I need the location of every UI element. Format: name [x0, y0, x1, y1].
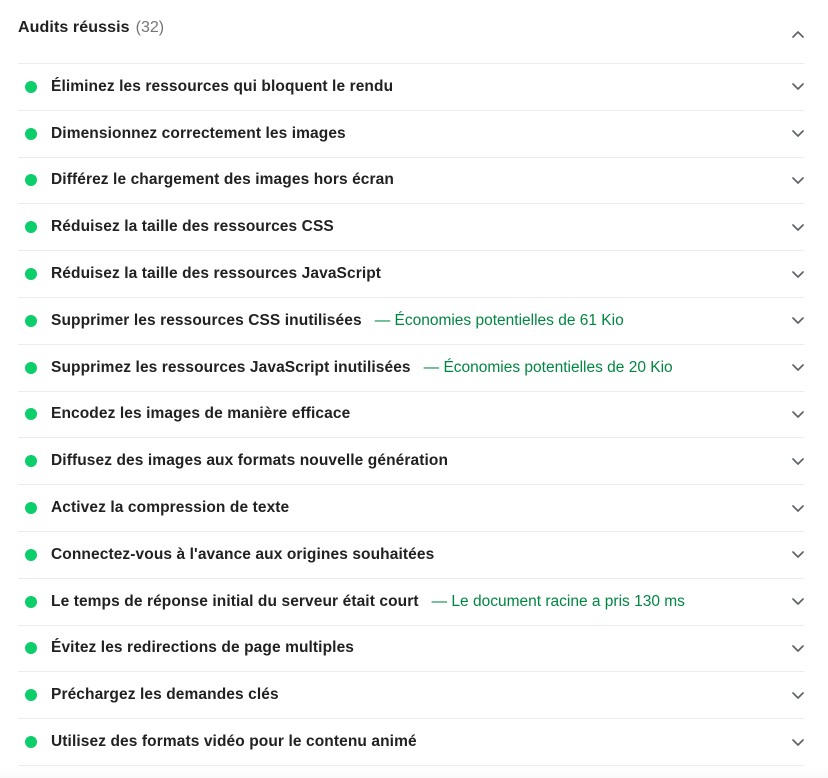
- pass-dot-icon: [25, 81, 37, 93]
- chevron-down-icon: [792, 177, 804, 184]
- audit-title: Utilisez des formats vidéo pour le contenu animé: [51, 733, 417, 751]
- audit-row[interactable]: [18, 531, 804, 578]
- chevron-down-icon: [792, 224, 804, 231]
- pass-dot-icon: [25, 596, 37, 608]
- audit-row[interactable]: [18, 578, 804, 625]
- pass-dot-icon: [25, 455, 37, 467]
- audit-row[interactable]: [18, 203, 804, 250]
- pass-dot-icon: [25, 689, 37, 701]
- audit-row[interactable]: [18, 344, 804, 391]
- audit-row[interactable]: [18, 484, 804, 531]
- pass-dot-icon: [25, 502, 37, 514]
- audit-row[interactable]: [18, 297, 804, 344]
- audit-row[interactable]: [18, 110, 804, 157]
- chevron-down-icon: [792, 130, 804, 137]
- section-title: Audits réussis: [18, 18, 130, 36]
- audit-title: Réduisez la taille des ressources CSS: [51, 218, 334, 236]
- audit-title: Supprimer les ressources CSS inutilisées: [51, 311, 362, 329]
- pass-dot-icon: [25, 642, 37, 654]
- audit-row[interactable]: [18, 718, 804, 765]
- audit-title: Connectez-vous à l'avance aux origines souhaitées: [51, 545, 435, 563]
- audit-title: Différez le chargement des images hors écran: [51, 171, 394, 189]
- audit-row[interactable]: [18, 63, 804, 110]
- pass-dot-icon: [25, 268, 37, 280]
- pass-dot-icon: [25, 408, 37, 420]
- audit-title: Activez la compression de texte: [51, 499, 290, 517]
- chevron-down-icon: [792, 505, 804, 512]
- audit-title: Réduisez la taille des ressources JavaScript: [51, 265, 382, 283]
- chevron-down-icon: [792, 645, 804, 652]
- audit-row[interactable]: [18, 437, 804, 484]
- audit-row[interactable]: [18, 250, 804, 297]
- chevron-down-icon: [792, 598, 804, 605]
- pass-dot-icon: [25, 315, 37, 327]
- audit-display-text: — Économies potentielles de 61 Kio: [374, 311, 624, 329]
- audit-title: Le temps de réponse initial du serveur était court: [51, 592, 419, 610]
- chevron-down-icon: [792, 739, 804, 746]
- audit-title: Encodez les images de manière efficace: [51, 405, 351, 423]
- chevron-down-icon: [792, 317, 804, 324]
- pass-dot-icon: [25, 736, 37, 748]
- section-count: (32): [135, 18, 165, 36]
- audit-display-text: — Économies potentielles de 20 Kio: [423, 358, 673, 376]
- chevron-down-icon: [792, 364, 804, 371]
- audit-title: Préchargez les demandes clés: [51, 686, 279, 704]
- pass-dot-icon: [25, 221, 37, 233]
- audit-display-text: — Le document racine a pris 130 ms: [431, 592, 685, 610]
- audit-row[interactable]: [18, 391, 804, 438]
- pass-dot-icon: [25, 174, 37, 186]
- audit-title: Dimensionnez correctement les images: [51, 124, 346, 142]
- audit-title: Évitez les redirections de page multiples: [51, 639, 355, 657]
- chevron-down-icon: [792, 458, 804, 465]
- passed-audits-header[interactable]: [0, 0, 828, 63]
- pass-dot-icon: [25, 128, 37, 140]
- audit-row[interactable]: [18, 157, 804, 204]
- pass-dot-icon: [25, 362, 37, 374]
- chevron-down-icon: [792, 551, 804, 558]
- audit-row[interactable]: [18, 625, 804, 672]
- audit-title: Supprimez les ressources JavaScript inutilisées: [51, 358, 411, 376]
- chevron-down-icon: [792, 83, 804, 90]
- panel-bottom-edge: [0, 766, 828, 778]
- chevron-up-icon: [792, 31, 804, 38]
- pass-dot-icon: [25, 549, 37, 561]
- chevron-down-icon: [792, 692, 804, 699]
- audit-row[interactable]: [18, 671, 804, 718]
- audit-title: Diffusez des images aux formats nouvelle génération: [51, 452, 449, 470]
- chevron-down-icon: [792, 411, 804, 418]
- audit-list: [18, 63, 804, 766]
- chevron-down-icon: [792, 271, 804, 278]
- audit-title: Éliminez les ressources qui bloquent le rendu: [51, 77, 394, 95]
